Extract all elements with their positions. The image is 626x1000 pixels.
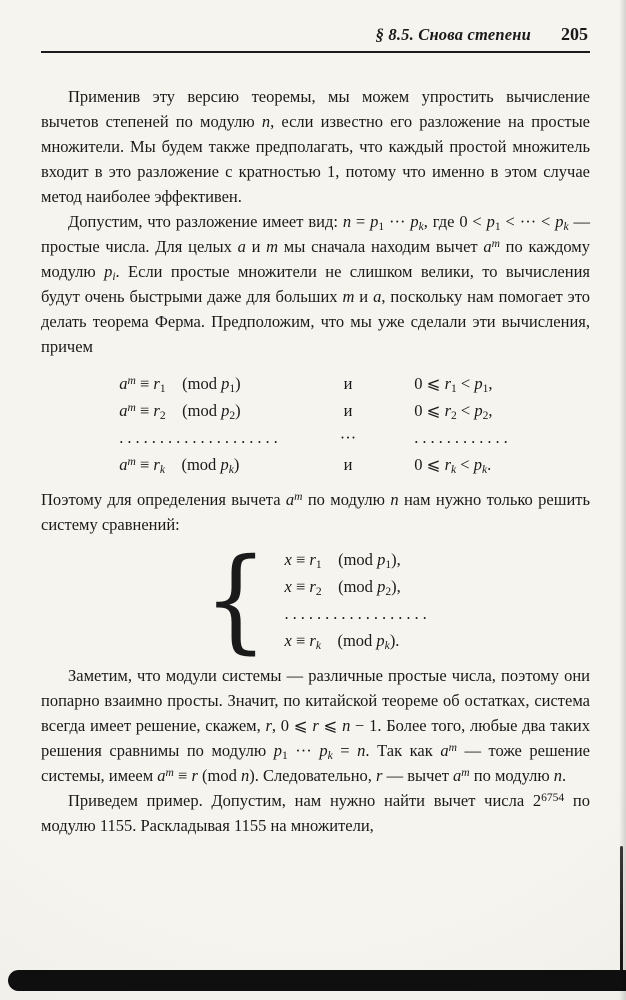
equation-lhs: $a^m \equiv r_k$ (mod $p_k$)	[119, 455, 240, 476]
inequality: 0 ⩽ $r_2 < p_2$,	[414, 401, 493, 422]
scan-artifact-bottom-band	[8, 970, 626, 991]
ellipsis-row: ............	[414, 428, 512, 447]
system-line: $x \equiv r_1$ (mod $p_1$),	[284, 550, 401, 571]
congruence-system	[200, 534, 431, 665]
equation-lhs: $a^m \equiv r_2$ (mod $p_2$)	[119, 401, 241, 422]
system-line: $x \equiv r_2$ (mod $p_2$),	[284, 577, 401, 598]
inequality: 0 ⩽ $r_1 < p_1$,	[414, 374, 493, 395]
paragraph-system-lead: Поэтому для определения вычета $a^m$ по модулю n нам нужно только решить систему сравнений:	[41, 490, 591, 534]
residue-equations	[119, 370, 511, 478]
ellipsis-row: ..................	[284, 604, 431, 623]
left-brace: {	[203, 534, 268, 665]
paragraph-crt: Заметим, что модули системы — различные простые числа, поэтому они попарно взаимно просты. Значит, по китайской теореме об остатках, система всегда имеет решение, скажем, r, 0 ⩽ r ⩽ n − 1. Более того, любые два таких решения сравнимы по модулю $p_1$ ··· $p_k = n$. Так как $a^m$ — тоже решение системы, имеем $a^m \equiv r$ (mod n). Следовательно, r — вычет $a^m$ по модулю n.	[41, 666, 590, 785]
paragraph-intro: Применив эту версию теоремы, мы можем упростить вычисление вычетов степеней по модулю n, если известно его разложение на простые множители. Мы будем также предполагать, что каждый простой множитель входит в это разложение с кратностью 1, потому что именно в этом случае метод наиболее эффективен.	[41, 87, 590, 206]
scan-artifact-right-edge	[620, 846, 623, 984]
equation-lhs: $a^m \equiv r_1$ (mod $p_1$)	[119, 374, 241, 395]
ellipsis-row: ···	[339, 428, 357, 447]
conjunction: и	[343, 455, 353, 474]
ellipsis-row: ....................	[119, 428, 282, 447]
section-title: § 8.5. Снова степени	[375, 25, 531, 44]
conjunction: и	[343, 374, 353, 393]
paragraph-factorization: Допустим, что разложение имеет вид: $n = p_1$ ··· $p_k$, где $0 < p_1$ < ··· < $p_k$ — простые числа. Для целых a и m мы сначала находим вычет $a^m$ по каждому модулю $p_i$. Если простые множители не слишком велики, то вычисления будут очень быстрыми даже для больших m и a, поскольку нам помогает это делать теорема Ферма. Предположим, что мы уже сделали эти вычисления, причем	[41, 212, 591, 356]
system-lines	[285, 546, 431, 654]
text-column	[41, 24, 590, 838]
inequality: 0 ⩽ $r_k < p_k$.	[414, 455, 492, 476]
conjunction: и	[343, 401, 353, 420]
system-line: $x \equiv r_k$ (mod $p_k$).	[284, 631, 400, 652]
page-number: 205	[561, 24, 588, 44]
running-head	[41, 24, 590, 53]
paragraph-example: Приведем пример. Допустим, нам нужно найти вычет числа $2^{6754}$ по модулю 1155. Раскладывая 1155 на множители,	[41, 791, 590, 835]
